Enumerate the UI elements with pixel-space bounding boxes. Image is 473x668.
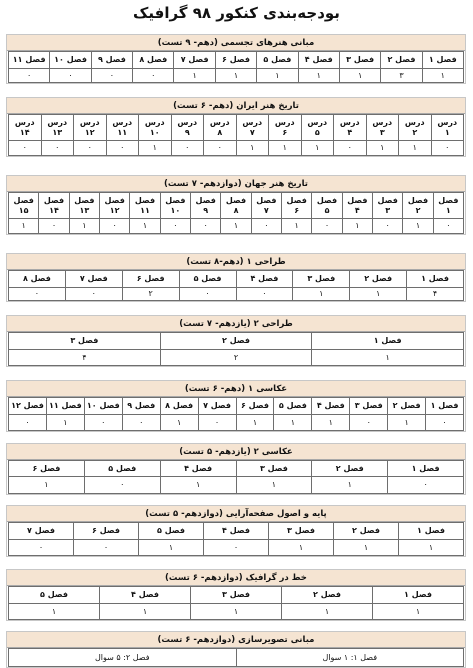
question-count-cell: ۰ — [122, 415, 160, 431]
section-table — [8, 332, 464, 366]
chapter-header: فصل ۳ — [190, 587, 281, 604]
chapter-header: فصل ۱۱ — [8, 52, 49, 69]
question-count-cell: ۰ — [311, 219, 341, 234]
question-count-cell: ۰ — [372, 219, 402, 234]
question-count-cell: ۰ — [8, 540, 73, 556]
chapter-header: فصل ۶ — [73, 523, 138, 540]
question-count-cell: ۱ — [339, 69, 380, 83]
chapter-header-number: ۱۱ — [140, 205, 150, 215]
chapter-header-word: درس — [437, 117, 458, 127]
chapter-header: فصل ۲ — [333, 523, 398, 540]
chapter-header: فصل ۱ — [398, 523, 463, 540]
question-count-cell: ۱ — [268, 540, 333, 556]
chapter-header-word: درس — [144, 117, 165, 127]
chapter-header: فصل ۸ — [8, 271, 65, 288]
chapter-header: فصل ۱۰ — [49, 52, 90, 69]
chapter-header-number: ۶ — [282, 127, 288, 137]
chapter-header-number: ۱۳ — [79, 205, 90, 215]
chapter-header — [236, 115, 269, 141]
question-count-cell: ۰ — [8, 141, 41, 156]
question-count-cell: ۱ — [387, 415, 425, 431]
question-count-cell: ۰ — [65, 288, 122, 301]
chapter-header: فصل ۳ — [8, 333, 160, 350]
chapter-header-number: ۶ — [294, 205, 300, 215]
chapter-header: فصل ۵ — [256, 52, 297, 69]
section-7 — [6, 443, 466, 495]
question-count-cell: ۱ — [292, 288, 349, 301]
chapter-header: فصل ۱ — [422, 52, 463, 69]
section-title: عکاسی ۲ (یازدهم- ۵ تست) — [7, 444, 465, 460]
question-count-cell: ۰ — [433, 219, 463, 234]
question-count-cell: ۰ — [73, 540, 138, 556]
chapter-header-word: درس — [14, 117, 35, 127]
section-9 — [6, 569, 466, 621]
chapter-header-word: فصل — [104, 195, 125, 205]
chapter-header-word: درس — [112, 117, 133, 127]
chapter-header — [171, 115, 204, 141]
chapter-header-number: ۱۳ — [52, 127, 63, 137]
chapter-header-word: درس — [209, 117, 230, 127]
chapter-header-word: فصل — [256, 195, 277, 205]
chapter-header — [398, 115, 431, 141]
question-count-cell: ۱ — [236, 415, 274, 431]
question-count-cell: ۰ — [236, 288, 293, 301]
chapter-header: فصل ۴ — [99, 587, 190, 604]
chapter-header: فصل ۶ — [236, 398, 274, 415]
chapter-header-word: فصل — [43, 195, 65, 205]
question-count-cell: ۱ — [402, 219, 432, 234]
section-table — [8, 114, 464, 156]
chapter-header: فصل ۷ — [8, 523, 73, 540]
question-count-cell: ۱ — [372, 604, 463, 620]
chapter-header — [38, 193, 68, 219]
chapter-header-word: درس — [274, 117, 295, 127]
chapter-header — [220, 193, 250, 219]
chapter-header-number: ۱ — [445, 205, 451, 215]
question-count-cell: ۲ — [122, 288, 179, 301]
chapter-header-word: فصل — [407, 195, 429, 205]
section-5 — [6, 315, 466, 367]
chapter-header — [431, 115, 464, 141]
chapter-header-number: ۱۰ — [149, 127, 160, 137]
section-table — [8, 270, 464, 301]
question-count-cell: ۰ — [349, 415, 387, 431]
section-table — [8, 192, 464, 234]
question-count-cell: ۰ — [106, 141, 139, 156]
chapter-header: فصل ۲ — [380, 52, 421, 69]
question-count-cell: ۱ — [398, 540, 463, 556]
chapter-header: فصل ۲ — [311, 461, 387, 477]
question-count-cell: ۰ — [8, 288, 65, 301]
question-count-cell: ۱ — [160, 477, 236, 494]
chapter-header — [311, 193, 341, 219]
chapter-header-word: فصل — [165, 195, 186, 205]
chapter-header-number: ۳ — [379, 127, 385, 137]
chapter-header: فصل ۸ — [132, 52, 173, 69]
question-count-cell: ۱ — [220, 219, 250, 234]
section-title: عکاسی ۱ (دهم- ۶ تست) — [7, 381, 465, 397]
chapter-header-word: فصل — [195, 195, 216, 205]
chapter-header: فصل ۵ — [179, 271, 236, 288]
question-count-cell: ۱ — [366, 141, 399, 156]
chapter-header-number: ۸ — [217, 127, 223, 137]
question-count-cell: ۲ — [160, 350, 312, 366]
question-count-cell: ۱ — [333, 540, 398, 556]
chapter-header-number: ۷ — [263, 205, 269, 215]
question-count-cell: ۱ — [99, 604, 190, 620]
question-count-cell: ۰ — [333, 141, 366, 156]
question-count-cell: ۱ — [268, 141, 301, 156]
section-8 — [6, 505, 466, 557]
chapter-header-word: فصل — [13, 195, 34, 205]
chapter-header — [99, 193, 129, 219]
question-count-cell: ۰ — [425, 415, 463, 431]
section-table — [8, 586, 464, 620]
question-count-cell: ۰ — [84, 477, 160, 494]
chapter-header-number: ۱۱ — [117, 127, 128, 137]
chapter-header-word: فصل — [438, 195, 459, 205]
section-10 — [6, 631, 466, 668]
question-count-cell: ۰ — [8, 69, 49, 83]
chapter-header: فصل ۴ — [203, 523, 268, 540]
chapter-header: فصل ۲ — [349, 271, 406, 288]
question-count-cell: ۱ — [8, 477, 84, 494]
question-count-cell: ۰ — [203, 141, 236, 156]
section-title: طراحی ۲ (یازدهم- ۷ تست) — [7, 316, 465, 332]
question-count-cell: ۱ — [46, 415, 84, 431]
chapter-header: فصل ۴ — [160, 461, 236, 477]
chapter-header-number: ۹ — [184, 127, 190, 137]
question-count-cell: ۱ — [8, 219, 38, 234]
chapter-header-number: ۲ — [412, 127, 418, 137]
document-title: بودجه‌بندی کنکور ۹۸ گرافیک — [133, 4, 340, 22]
chapter-header: فصل ۳ — [349, 398, 387, 415]
question-count-cell: ۰ — [190, 219, 220, 234]
chapter-header-number: ۱۲ — [84, 127, 95, 137]
chapter-header: فصل ۵ — [84, 461, 160, 477]
chapter-header — [73, 115, 106, 141]
chapter-header-number: ۹ — [203, 205, 209, 215]
chapter-header — [333, 115, 366, 141]
question-count-cell: ۱ — [236, 141, 269, 156]
chapter-header-word: فصل — [134, 195, 156, 205]
chapter-header-word: درس — [177, 117, 198, 127]
chapter-header: فصل ۱ — [425, 398, 463, 415]
section-table — [8, 460, 464, 494]
section-title: تاریخ هنر ایران (دهم- ۶ تست) — [7, 98, 465, 114]
section-title: مبانی هنرهای تجسمی (دهم- ۹ تست) — [7, 35, 465, 51]
chapter-header — [268, 115, 301, 141]
section-title: پایه و اصول صفحه‌آرایی (دوازدهم- ۵ تست) — [7, 506, 465, 522]
question-count-cell: ۱ — [215, 69, 256, 83]
chapter-header: فصل ۳ — [292, 271, 349, 288]
section-title: مبانی تصویرسازی (دوازدهم- ۶ تست) — [7, 632, 465, 648]
chapter-header-word: فصل — [316, 195, 338, 205]
question-count-cell: فصل ۱: ۱ سوال — [236, 649, 464, 667]
section-3 — [6, 175, 466, 235]
chapter-header — [372, 193, 402, 219]
chapter-header: فصل ۱ — [387, 461, 463, 477]
chapter-header: فصل ۷ — [65, 271, 122, 288]
chapter-header: فصل ۶ — [122, 271, 179, 288]
question-count-cell: ۰ — [38, 219, 68, 234]
chapter-header-number: ۷ — [249, 127, 255, 137]
question-count-cell: ۰ — [387, 477, 463, 494]
question-count-cell: ۰ — [171, 141, 204, 156]
question-count-cell: ۰ — [99, 219, 129, 234]
question-count-cell: ۱ — [311, 477, 387, 494]
chapter-header-word: درس — [307, 117, 328, 127]
chapter-header: فصل ۱ — [406, 271, 463, 288]
question-count-cell: ۰ — [198, 415, 236, 431]
chapter-header — [8, 115, 41, 141]
question-count-cell: ۱ — [349, 288, 406, 301]
question-count-cell: ۱ — [138, 141, 171, 156]
question-count-cell: ۱ — [190, 604, 281, 620]
chapter-header: فصل ۵ — [8, 587, 99, 604]
chapter-header: فصل ۵ — [273, 398, 311, 415]
question-count-cell: ۱ — [301, 141, 334, 156]
chapter-header — [251, 193, 281, 219]
chapter-header-word: درس — [242, 117, 263, 127]
chapter-header-word: درس — [339, 117, 360, 127]
question-count-cell: ۰ — [49, 69, 90, 83]
section-table — [8, 51, 464, 83]
chapter-header-number: ۱۵ — [18, 205, 29, 215]
chapter-header-word: فصل — [347, 195, 368, 205]
section-table — [8, 522, 464, 556]
question-count-cell: ۰ — [179, 288, 236, 301]
question-count-cell: ۰ — [41, 141, 74, 156]
chapter-header-number: ۱۴ — [19, 127, 30, 137]
chapter-header — [41, 115, 74, 141]
chapter-header — [138, 115, 171, 141]
question-count-cell: ۱ — [129, 219, 159, 234]
chapter-header-number: ۵ — [324, 205, 330, 215]
chapter-header-word: درس — [79, 117, 100, 127]
section-1 — [6, 34, 466, 84]
question-count-cell: ۱ — [281, 604, 372, 620]
chapter-header-word: فصل — [74, 195, 95, 205]
question-count-cell: ۱ — [298, 69, 339, 83]
chapter-header-number: ۲ — [415, 205, 421, 215]
chapter-header-number: ۱ — [444, 127, 450, 137]
chapter-header-number: ۴ — [347, 127, 353, 137]
chapter-header: فصل ۴ — [311, 398, 349, 415]
chapter-header — [8, 193, 38, 219]
question-count-cell: ۳ — [380, 69, 421, 83]
question-count-cell: ۱ — [69, 219, 99, 234]
chapter-header: فصل ۱۲ — [8, 398, 46, 415]
question-count-cell: ۱ — [398, 141, 431, 156]
question-count-cell: ۰ — [8, 415, 46, 431]
section-2 — [6, 97, 466, 157]
chapter-header — [190, 193, 220, 219]
chapter-header: فصل ۵ — [138, 523, 203, 540]
question-count-cell: ۱ — [281, 219, 311, 234]
question-count-cell: ۰ — [91, 69, 132, 83]
chapter-header-word: درس — [47, 117, 68, 127]
chapter-header: فصل ۴ — [298, 52, 339, 69]
question-count-cell: ۱ — [422, 69, 463, 83]
chapter-header — [342, 193, 372, 219]
section-title: خط در گرافیک (دوازدهم- ۶ تست) — [7, 570, 465, 586]
chapter-header — [281, 193, 311, 219]
chapter-header: فصل ۹ — [91, 52, 132, 69]
chapter-header: فصل ۲ — [160, 333, 312, 350]
chapter-header: فصل ۳ — [236, 461, 312, 477]
chapter-header — [106, 115, 139, 141]
chapter-header: فصل ۱۱ — [46, 398, 84, 415]
chapter-header: فصل ۷ — [173, 52, 214, 69]
question-count-cell: ۰ — [203, 540, 268, 556]
chapter-header: فصل ۳ — [268, 523, 333, 540]
section-table — [8, 397, 464, 431]
question-count-cell: ۰ — [160, 219, 190, 234]
question-count-cell: ۴ — [8, 350, 160, 366]
section-title: تاریخ هنر جهان (دوازدهم- ۷ تست) — [7, 176, 465, 192]
section-title: طراحی ۱ (دهم-۸ تست) — [7, 254, 465, 270]
chapter-header-number: ۱۴ — [49, 205, 59, 215]
section-6 — [6, 380, 466, 432]
question-count-cell: ۱ — [273, 415, 311, 431]
chapter-header: فصل ۱ — [372, 587, 463, 604]
chapter-header: فصل ۳ — [339, 52, 380, 69]
chapter-header-word: فصل — [377, 195, 398, 205]
chapter-header: فصل ۱ — [311, 333, 463, 350]
chapter-header — [402, 193, 432, 219]
chapter-header — [69, 193, 99, 219]
chapter-header — [366, 115, 399, 141]
chapter-header-word: درس — [372, 117, 393, 127]
question-count-cell: ۱ — [160, 415, 198, 431]
chapter-header: فصل ۶ — [215, 52, 256, 69]
chapter-header — [203, 115, 236, 141]
chapter-header — [129, 193, 159, 219]
chapter-header: فصل ۷ — [198, 398, 236, 415]
chapter-header-number: ۵ — [314, 127, 320, 137]
chapter-header: فصل ۱۰ — [84, 398, 122, 415]
question-count-cell: ۱ — [236, 477, 312, 494]
chapter-header-number: ۸ — [233, 205, 239, 215]
chapter-header: فصل ۶ — [8, 461, 84, 477]
question-count-cell: فصل ۲: ۵ سوال — [8, 649, 236, 667]
chapter-header-number: ۱۰ — [170, 205, 181, 215]
chapter-header: فصل ۹ — [122, 398, 160, 415]
chapter-header-word: درس — [404, 117, 425, 127]
chapter-header: فصل ۲ — [281, 587, 372, 604]
question-count-cell: ۰ — [84, 415, 122, 431]
chapter-header-number: ۳ — [385, 205, 391, 215]
chapter-header — [160, 193, 190, 219]
chapter-header-word: فصل — [225, 195, 247, 205]
question-count-cell: ۰ — [73, 141, 106, 156]
question-count-cell: ۱ — [342, 219, 372, 234]
chapter-header: فصل ۸ — [160, 398, 198, 415]
question-count-cell: ۱ — [311, 415, 349, 431]
chapter-header: فصل ۲ — [387, 398, 425, 415]
chapter-header — [433, 193, 463, 219]
chapter-header: فصل ۴ — [236, 271, 293, 288]
question-count-cell: ۱ — [311, 350, 463, 366]
section-table — [8, 648, 464, 667]
question-count-cell: ۰ — [132, 69, 173, 83]
question-count-cell: ۱ — [256, 69, 297, 83]
chapter-header-word: فصل — [286, 195, 307, 205]
question-count-cell: ۰ — [431, 141, 464, 156]
question-count-cell: ۱ — [173, 69, 214, 83]
question-count-cell: ۱ — [8, 604, 99, 620]
question-count-cell: ۰ — [251, 219, 281, 234]
question-count-cell: ۴ — [406, 288, 463, 301]
chapter-header — [301, 115, 334, 141]
section-4 — [6, 253, 466, 302]
chapter-header-number: ۴ — [354, 205, 360, 215]
question-count-cell: ۱ — [138, 540, 203, 556]
chapter-header-number: ۱۲ — [109, 205, 120, 215]
